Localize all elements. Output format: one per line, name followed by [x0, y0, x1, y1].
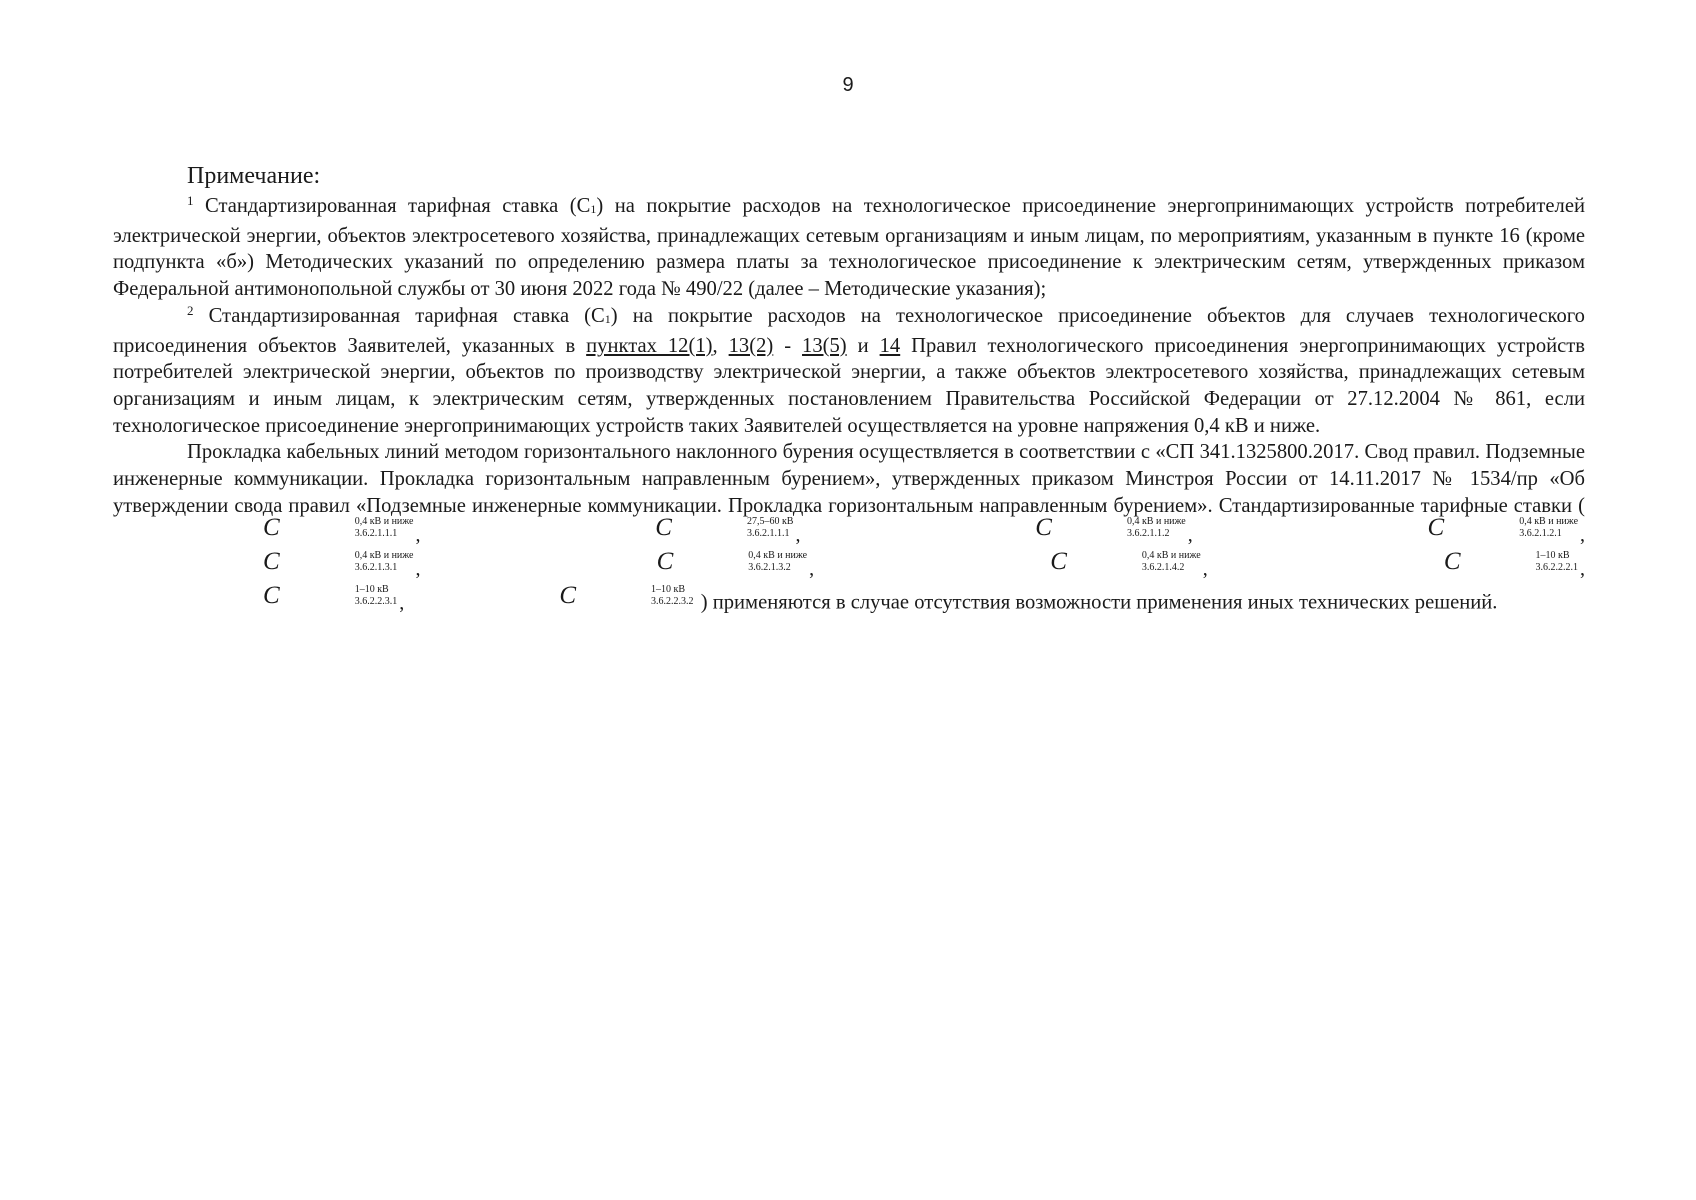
rate-scripts	[1462, 550, 1579, 574]
footnote-1-text-before: Стандартизированная тарифная ставка (С	[193, 195, 591, 217]
rate-code: 3.6.2.2.3.2	[651, 595, 694, 607]
rate-voltage: 0,4 кВ и ниже	[748, 549, 808, 561]
rate-separator: ,	[1202, 558, 1208, 581]
link-14[interactable]: 14	[879, 334, 901, 357]
tariff-rate-symbol	[115, 583, 397, 617]
rate-scripts	[281, 550, 414, 574]
rate-voltage: 0,4 кВ и ниже	[1126, 515, 1186, 527]
rate-letter: C	[655, 514, 672, 542]
rate-scripts	[674, 550, 807, 574]
rate-voltage: 0,4 кВ и ниже	[354, 549, 414, 561]
rate-letter: C	[656, 548, 674, 576]
rate-letter: C	[1035, 514, 1052, 542]
rate-voltage: 0,4 кВ и ниже	[1519, 515, 1579, 527]
note-heading: Примечание:	[187, 163, 321, 189]
rate-code: 3.6.2.1.2.1	[1519, 527, 1562, 539]
footnote-1-subscript: 1	[590, 202, 597, 216]
rate-code: 3.6.2.1.3.1	[354, 561, 398, 573]
footnote-2-sep-2: -	[773, 334, 803, 357]
rate-voltage: 0,4 кВ и ниже	[1141, 549, 1201, 561]
rate-letter: C	[1443, 548, 1461, 576]
rate-voltage: 1–10 кВ	[354, 583, 389, 595]
footnote-1-text-after: ) на покрытие расходов на технологическое присоединение энергопринимающих устройств потребителей электрической энергии, объектов электросетевого хозяйства, принадлежащих сетевым организациям и иным лицам, по мероприятиям, указанным в пункте 16 (кроме подпункта «б») Методических указаний по определению размера платы за технологическое присоединение к электрическим сетям, утвержденных приказом Федеральной антимонопольной службы от 30 июня 2022 года № 490/22 (далее – Методические указания);	[113, 195, 1585, 301]
tariff-rate-symbol	[115, 549, 414, 583]
link-13-2[interactable]: 13(2)	[728, 334, 774, 357]
link-13-5[interactable]: 13(5)	[802, 334, 847, 357]
footnote-2-sep-1: ,	[712, 334, 729, 357]
paragraph-drilling-ending: ) применяются в случае отсутствия возможности применения иных технических решений.	[700, 592, 1498, 615]
tariff-rate-symbol	[902, 549, 1201, 583]
rate-letter: C	[559, 582, 577, 610]
rate-code: 3.6.2.1.1.2	[1126, 527, 1170, 539]
rate-scripts	[577, 584, 694, 608]
tariff-rate-symbol	[1296, 549, 1578, 583]
rate-letter: C	[1427, 514, 1445, 542]
rate-voltage: 1–10 кВ	[651, 583, 686, 595]
rate-letter: C	[1050, 548, 1067, 576]
rate-scripts	[1445, 516, 1578, 540]
tariff-rate-symbol	[887, 515, 1186, 549]
rate-scripts	[1068, 550, 1201, 574]
rate-code: 3.6.2.1.3.2	[748, 561, 791, 573]
rate-code: 3.6.2.2.2.1	[1535, 561, 1579, 573]
footnote-1-marker: 1	[187, 193, 194, 208]
rate-separator: ,	[1187, 524, 1193, 547]
rate-code: 3.6.2.1.1.1	[746, 527, 790, 539]
rate-separator: ,	[1580, 558, 1586, 581]
rate-separator: ,	[809, 558, 815, 581]
link-punkty-12-1[interactable]: пунктах 12(1)	[586, 334, 713, 357]
footnote-1	[113, 193, 1585, 303]
document-body	[113, 161, 1585, 621]
tariff-rate-symbol	[115, 515, 414, 549]
rate-voltage: 1–10 кВ	[1535, 549, 1570, 561]
tariff-rate-symbol	[1280, 515, 1579, 549]
rate-letter: C	[263, 582, 280, 610]
rate-scripts	[281, 516, 414, 540]
rate-separator: ,	[415, 558, 421, 581]
tariff-rate-symbol	[507, 515, 793, 549]
rate-scripts	[281, 584, 398, 608]
rate-letter: C	[263, 548, 280, 576]
rate-voltage: 27,5–60 кВ	[746, 515, 794, 527]
footnote-2-text-before: Стандартизированная тарифная ставка (С	[193, 304, 605, 327]
footnote-2-marker: 2	[187, 302, 194, 318]
tariff-rate-symbol	[411, 583, 693, 617]
rate-code: 3.6.2.1.4.2	[1141, 561, 1185, 573]
footnote-2-text-after: Правил технологического присоединения энергопринимающих устройств потребителей электрической энергии, объектов по производству электрической энергии, а также объектов электросетевого хозяйства, принадлежащих сетевым организациям и иным лицам, к электрическим сетям, утвержденных постановлением Правительства Российской Федерации от 27.12.2004 № 861, если технологическое присоединение энергопринимающих устройств таких Заявителей осуществляется на уровне напряжения 0,4 кВ и ниже.	[113, 334, 1586, 437]
rate-scripts	[1053, 516, 1186, 540]
rate-letter: C	[263, 514, 280, 542]
rate-separator: ,	[1580, 524, 1586, 547]
rate-voltage: 0,4 кВ и ниже	[354, 515, 414, 527]
footnote-2-sep-3: и	[846, 334, 880, 357]
page-number: 9	[842, 74, 854, 96]
rate-scripts	[673, 516, 794, 540]
tariff-rate-symbol	[509, 549, 808, 583]
paragraph-drilling	[113, 439, 1585, 621]
rate-separator: ,	[415, 524, 421, 547]
rate-code: 3.6.2.1.1.1	[354, 527, 398, 539]
rate-code: 3.6.2.2.3.1	[354, 595, 398, 607]
rate-separator: ,	[795, 524, 801, 547]
paragraph-drilling-text: Прокладка кабельных линий методом горизонтального наклонного бурения осуществляется в соответствии с «СП 341.1325800.2017. Свод правил. Подземные инженерные коммуникации. Прокладка горизонтальным направленным бурением», утвержденных приказом Минстроя России от 14.11.2017 № 1534/пр «Об утверждении свода правил «Подземные инженерные коммуникации. Прокладка горизонтальным направленным бурением». Стандартизированные тарифные ставки (	[113, 441, 1585, 517]
footnote-2-text-mid: ) на покрытие расходов на технологическое присоединение объектов для случаев технологического присоединения объектов Заявителей, указанных в	[113, 304, 1585, 357]
rate-separator: ,	[399, 592, 405, 615]
footnote-2	[113, 303, 1585, 440]
footnote-2-subscript: 1	[604, 311, 611, 326]
